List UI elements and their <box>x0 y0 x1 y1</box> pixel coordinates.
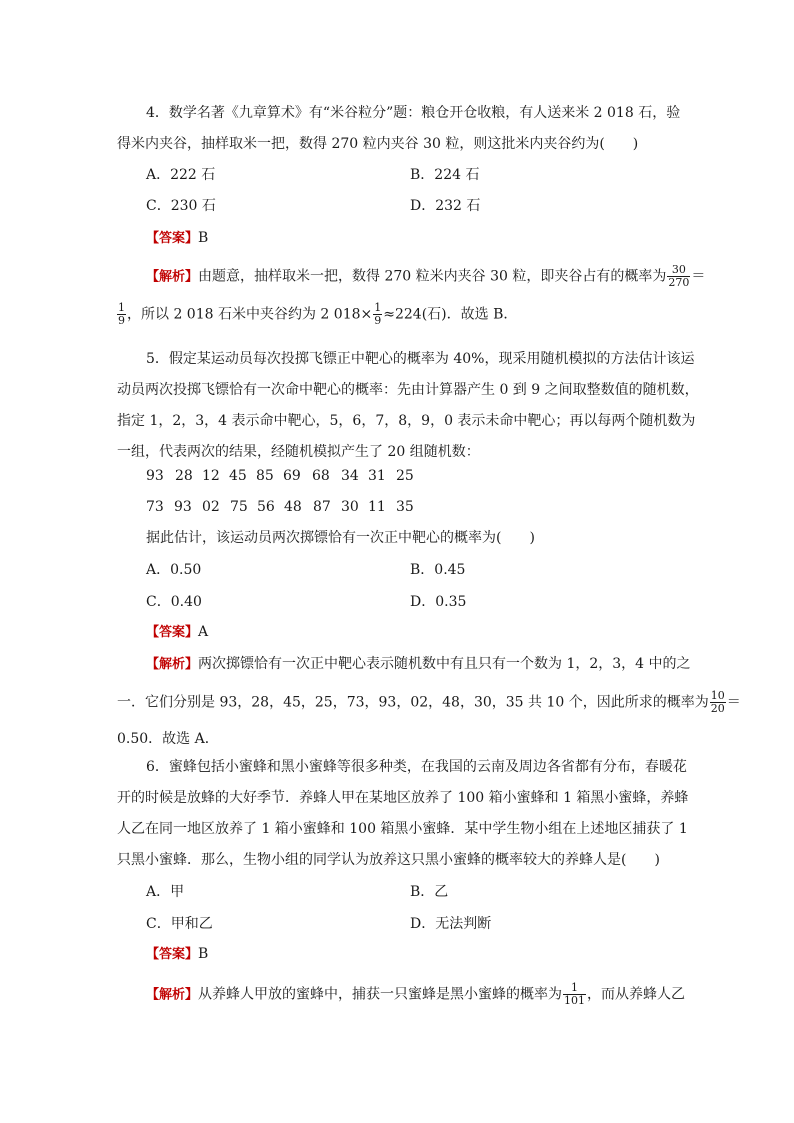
q6-fraction-1-101 <box>563 982 586 1007</box>
q6-stem-line-2: 开的时候是放蜂的大好季节．养蜂人甲在某地区放养了 100 箱小蜜蜂和 1 箱黑小蜜蜂，养蜂 <box>117 790 689 806</box>
random-number: 35 <box>396 499 414 515</box>
random-number: 30 <box>341 499 359 515</box>
q6-stem-line-4: 只黑小蜜蜂．那么，生物小组的同学认为放养这只黑小蜜蜂的概率较大的养蜂人是( ) <box>117 852 660 868</box>
q4-analysis-text-1: 由题意，抽样取米一把，数得 270 粒米内夹谷 30 粒，即夹谷占有的概率为 <box>198 268 667 285</box>
random-number: 48 <box>284 499 302 515</box>
random-number: 69 <box>283 468 301 484</box>
random-number: 93 <box>174 499 192 515</box>
q5-fraction-10-20 <box>710 690 726 715</box>
q6-analysis-text-1b: ，而从养蜂人乙 <box>587 986 686 1003</box>
analysis-tag: 【解析】 <box>146 657 199 672</box>
random-number: 68 <box>312 468 330 484</box>
q5-analysis-text-1: 两次掷镖恰有一次正中靶心表示随机数中有且只有一个数为 1，2，3，4 中的之 <box>198 656 691 672</box>
q4-option-b: B．224 石 <box>410 167 480 183</box>
random-number: 12 <box>202 468 220 484</box>
fraction-numerator: 1 <box>374 301 382 314</box>
q4-option-a: A．222 石 <box>146 167 216 183</box>
q6-option-d: D．无法判断 <box>410 916 492 932</box>
q6-answer <box>146 944 208 965</box>
q5-stem-line-4: 一组，代表两次的结果，经随机模拟产生了 20 组随机数： <box>117 444 480 460</box>
random-number: 28 <box>175 468 193 484</box>
random-number: 11 <box>368 499 386 515</box>
fraction-numerator: 10 <box>710 689 725 702</box>
answer-tag: 【答案】 <box>146 947 199 962</box>
random-number: 85 <box>256 468 274 484</box>
q4-stem-line-1: 4．数学名著《九章算术》有“米谷粒分”题：粮仓开仓收粮，有人送来米 2 018 石，验 <box>146 105 681 121</box>
q6-option-b: B．乙 <box>410 884 449 900</box>
q5-option-a: A．0.50 <box>146 562 202 578</box>
q5-analysis-line-1 <box>146 654 691 675</box>
q5-answer-value: A <box>198 624 209 640</box>
q6-analysis-line-1 <box>146 982 685 1007</box>
q5-analysis-text-2: 一．它们分别是 93，28，45，25，73，93，02，48，30，35 共 10 个，因此所求的概率为 <box>117 694 709 711</box>
q6-stem-line-1: 6．蜜蜂包括小蜜蜂和黑小蜜蜂等很多种类，在我国的云南及周边各省都有分布，春暖花 <box>146 759 687 775</box>
fraction-numerator: 1 <box>118 301 125 314</box>
fraction-numerator: 30 <box>667 264 690 277</box>
answer-tag: 【答案】 <box>146 625 199 640</box>
random-number: 75 <box>230 499 248 515</box>
q5-option-d: D．0.35 <box>410 594 467 610</box>
q4-fraction-1-9-b <box>373 302 382 327</box>
analysis-tag: 【解析】 <box>146 987 199 1003</box>
q4-answer-value: B <box>198 230 209 246</box>
q4-equals: ＝ <box>691 268 706 285</box>
q4-analysis-line-2 <box>116 302 517 327</box>
q6-analysis-text-1: 从养蜂人甲放的蜜蜂中，捕获一只蜜蜂是黑小蜜蜂的概率为 <box>198 986 563 1003</box>
random-number: 31 <box>368 468 386 484</box>
q6-stem-line-3: 人乙在同一地区放养了 1 箱小蜜蜂和 100 箱黑小蜜蜂．某中学生物小组在上述地区捕获了 1 <box>117 821 688 837</box>
q6-answer-value: B <box>198 946 209 962</box>
random-number: 56 <box>257 499 275 515</box>
q4-option-d: D．232 石 <box>410 198 481 214</box>
q5-stem-line-5: 据此估计，该运动员两次掷镖恰有一次正中靶心的概率为( ) <box>146 530 535 546</box>
q4-fraction-30-270 <box>667 264 690 289</box>
q4-answer <box>146 228 208 249</box>
q5-equals: ＝ <box>726 694 741 711</box>
q5-stem-line-1: 5．假定某运动员每次投掷飞镖正中靶心的概率为 40%，现采用随机模拟的方法估计该运 <box>146 351 695 367</box>
fraction-denominator: 9 <box>118 314 125 327</box>
random-number: 73 <box>146 499 164 515</box>
answer-tag: 【答案】 <box>146 231 199 246</box>
q5-option-c: C．0.40 <box>146 594 202 610</box>
random-number: 25 <box>396 468 414 484</box>
q4-analysis-text-2a: ，所以 2 018 石米中夹谷约为 2 018× <box>127 306 373 323</box>
analysis-tag: 【解析】 <box>146 269 199 285</box>
q6-option-a: A．甲 <box>146 884 185 900</box>
q4-fraction-1-9-a <box>117 302 126 327</box>
q4-analysis-text-2b: ≈224(石)．故选 B． <box>383 306 518 323</box>
q5-analysis-line-3: 0.50．故选 A． <box>117 731 219 747</box>
q5-stem-line-2: 动员两次投掷飞镖恰有一次命中靶心的概率：先由计算器产生 0 到 9 之间取整数值的随机数， <box>117 382 699 398</box>
fraction-denominator: 9 <box>374 314 382 327</box>
q5-analysis-line-2 <box>117 690 741 715</box>
q6-option-c: C．甲和乙 <box>146 916 213 932</box>
random-number: 93 <box>146 468 164 484</box>
random-number: 02 <box>202 499 220 515</box>
random-number: 34 <box>341 468 359 484</box>
fraction-denominator: 101 <box>564 994 586 1007</box>
q4-analysis-line-1 <box>146 264 705 289</box>
random-number: 45 <box>229 468 247 484</box>
q4-option-c: C．230 石 <box>146 198 216 214</box>
fraction-denominator: 270 <box>668 276 690 289</box>
fraction-numerator: 1 <box>563 982 586 995</box>
q4-stem-line-2: 得米内夹谷，抽样取米一把，数得 270 粒内夹谷 30 粒，则这批米内夹谷约为( ) <box>117 136 639 152</box>
fraction-denominator: 20 <box>710 702 725 715</box>
q5-option-b: B．0.45 <box>410 562 466 578</box>
random-number: 87 <box>313 499 331 515</box>
q5-stem-line-3: 指定 1，2，3，4 表示命中靶心，5，6，7，8，9，0 表示未命中靶心；再以每两个随机数为 <box>117 413 696 429</box>
q5-answer <box>146 622 208 643</box>
